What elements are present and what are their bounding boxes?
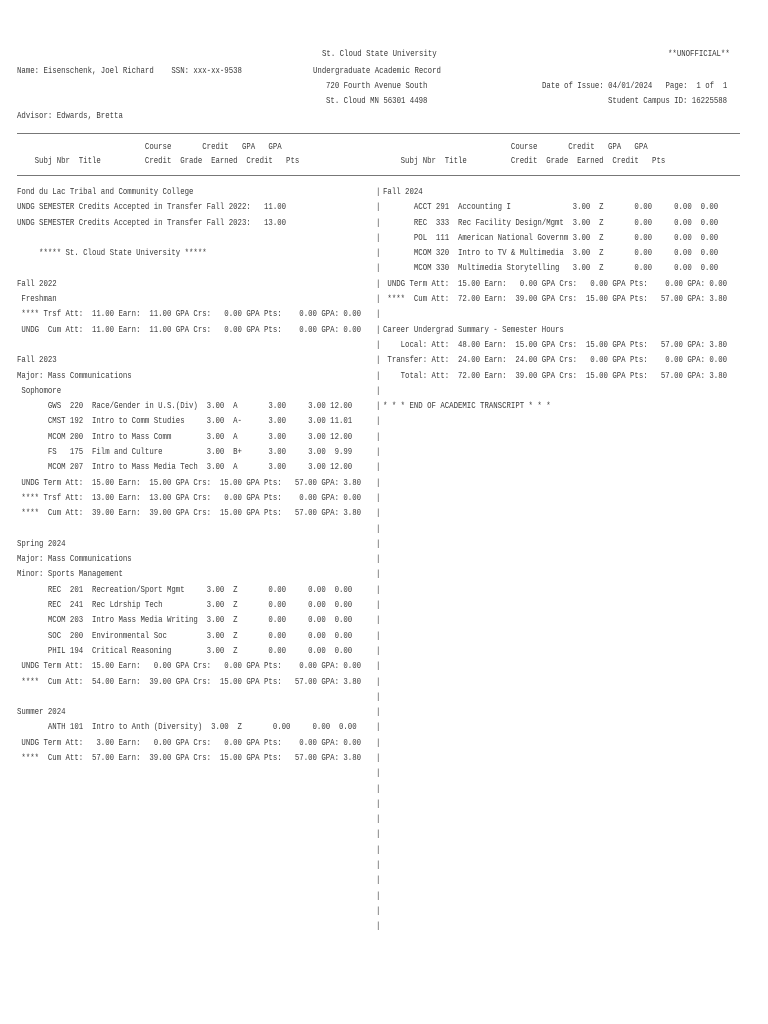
divider-segment: |	[376, 415, 381, 427]
advisor: Advisor: Edwards, Bretta	[17, 110, 123, 121]
divider-segment: |	[376, 491, 381, 503]
transcript-line: Transfer: Att: 24.00 Earn: 24.00 GPA Crs: 0.00 GPA Pts: 0.00 GPA: 0.00	[383, 354, 728, 366]
transcript-line: Fall 2022	[17, 277, 57, 289]
transcript-line: Fall 2024	[383, 186, 423, 197]
divider-segment: |	[376, 568, 381, 580]
divider-segment: |	[376, 384, 381, 396]
divider-segment: |	[376, 446, 381, 458]
transcript-line: Total: Att: 72.00 Earn: 39.00 GPA Crs: 15.00 GPA Pts: 57.00 GPA: 3.80	[383, 369, 728, 381]
divider-segment: |	[376, 231, 381, 243]
divider-segment: |	[376, 553, 381, 565]
divider-segment: |	[376, 644, 381, 656]
transcript-line: UNDG Term Att: 15.00 Earn: 15.00 GPA Crs: 15.00 GPA Pts: 57.00 GPA: 3.80	[17, 476, 362, 488]
transcript-line: FS 175 Film and Culture 3.00 B+ 3.00 3.00 9.99	[17, 446, 353, 458]
transcript-line	[17, 337, 361, 352]
divider-segment: |	[376, 537, 381, 549]
divider-segment: |	[376, 247, 381, 259]
transcript-line: Local: Att: 48.00 Earn: 15.00 GPA Crs: 15.00 GPA Pts: 57.00 GPA: 3.80	[383, 338, 728, 350]
divider-segment: |	[376, 186, 381, 197]
divider-segment: |	[376, 706, 381, 718]
left-column-heading-bottom: Subj Nbr Title Credit Grade Earned Credit Pts	[17, 155, 300, 166]
transcript-line: MCOM 200 Intro to Mass Comm 3.00 A 3.00 3.00 12.00	[17, 430, 353, 442]
divider-segment: |	[376, 323, 381, 335]
transcript-line: UNDG Term Att: 3.00 Earn: 0.00 GPA Crs: 0.00 GPA Pts: 0.00 GPA: 0.00	[17, 736, 362, 748]
transcript-line: ***** St. Cloud State University *****	[17, 247, 207, 259]
transcript-line: ANTH 101 Intro to Anth (Diversity) 3.00 Z 0.00 0.00 0.00	[17, 721, 357, 733]
divider-segment: |	[376, 828, 381, 840]
transcript-line: CMST 192 Intro to Comm Studies 3.00 A- 3.00 3.00 11.01	[17, 415, 353, 427]
divider-segment: |	[376, 843, 381, 855]
divider-segment: |	[376, 308, 381, 320]
transcript-line: MCOM 330 Multimedia Storytelling 3.00 Z 0.00 0.00 0.00	[383, 262, 719, 274]
transcript-line: Sophomore	[17, 384, 62, 396]
transcript-line: Career Undergrad Summary - Semester Hours	[383, 323, 564, 335]
transcript-line: GWS 220 Race/Gender in U.S.(Div) 3.00 A 3.00 3.00 12.00	[17, 400, 353, 412]
transcript-line: MCOM 207 Intro to Mass Media Tech 3.00 A 3.00 3.00 12.00	[17, 461, 353, 473]
divider-segment: |	[376, 400, 381, 412]
transcript-line: SOC 200 Environmental Soc 3.00 Z 0.00 0.00 0.00	[17, 629, 353, 641]
transcript-line: ACCT 291 Accounting I 3.00 Z 0.00 0.00 0.00	[383, 201, 719, 213]
transcript-line	[383, 383, 727, 398]
divider-segment: |	[376, 813, 381, 825]
header-rule-top	[17, 133, 740, 134]
transcript-line: **** Cum Att: 54.00 Earn: 39.00 GPA Crs: 15.00 GPA Pts: 57.00 GPA: 3.80	[17, 675, 362, 687]
divider-segment: |	[376, 767, 381, 779]
divider-segment: |	[376, 461, 381, 473]
divider-segment: |	[376, 797, 381, 809]
divider-segment: |	[376, 859, 381, 871]
left-column-heading-top: Course Credit GPA GPA	[17, 141, 282, 152]
student-name: Name: Eisenschenk, Joel Richard SSN: xxx-xx-9538	[17, 65, 242, 76]
divider-segment: |	[376, 782, 381, 794]
divider-segment: |	[376, 751, 381, 763]
divider-segment: |	[376, 721, 381, 733]
address-line-1: 720 Fourth Avenue South	[326, 80, 428, 91]
transcript-line: **** Cum Att: 72.00 Earn: 39.00 GPA Crs: 15.00 GPA Pts: 57.00 GPA: 3.80	[383, 293, 728, 305]
divider-segment: |	[376, 736, 381, 748]
unofficial-label: **UNOFFICIAL**	[668, 48, 730, 59]
transcript-line: **** Trsf Att: 13.00 Earn: 13.00 GPA Crs: 0.00 GPA Pts: 0.00 GPA: 0.00	[17, 491, 362, 503]
transcript-line: Freshman	[17, 293, 57, 305]
transcript-line	[17, 230, 361, 245]
divider-segment: |	[376, 430, 381, 442]
transcript-line: Spring 2024	[17, 537, 66, 549]
transcript-line	[17, 521, 361, 536]
transcript-line: UNDG Cum Att: 11.00 Earn: 11.00 GPA Crs: 0.00 GPA Pts: 0.00 GPA: 0.00	[17, 323, 362, 335]
transcript-line: **** Cum Att: 57.00 Earn: 39.00 GPA Crs: 15.00 GPA Pts: 57.00 GPA: 3.80	[17, 751, 362, 763]
transcript-line: UNDG SEMESTER Credits Accepted in Transfer Fall 2023: 13.00	[17, 216, 287, 228]
transcript-line: Fall 2023	[17, 354, 57, 366]
divider-segment: |	[376, 629, 381, 641]
transcript-line	[383, 306, 727, 321]
header-rule-bottom	[17, 175, 740, 176]
transcript-line: REC 333 Rec Facility Design/Mgmt 3.00 Z 0.00 0.00 0.00	[383, 216, 719, 228]
transcript-line	[17, 260, 361, 275]
divider-segment: |	[376, 904, 381, 916]
transcript-line: REC 201 Recreation/Sport Mgmt 3.00 Z 0.00 0.00 0.00	[17, 583, 353, 595]
divider-segment: |	[376, 522, 381, 534]
transcript-line: **** Cum Att: 39.00 Earn: 39.00 GPA Crs: 15.00 GPA Pts: 57.00 GPA: 3.80	[17, 507, 362, 519]
record-title: Undergraduate Academic Record	[313, 65, 441, 76]
transcript-line: Major: Mass Communications	[17, 553, 132, 565]
transcript-line: Summer 2024	[17, 706, 66, 718]
right-column-heading-top: Course Credit GPA GPA	[383, 141, 648, 152]
divider-segment: |	[376, 262, 381, 274]
transcript-line: POL 111 American National Governm 3.00 Z 0.00 0.00 0.00	[383, 231, 719, 243]
divider-segment: |	[376, 476, 381, 488]
divider-segment: |	[376, 369, 381, 381]
transcript-line: Minor: Sports Management	[17, 568, 123, 580]
divider-segment: |	[376, 201, 381, 213]
divider-segment: |	[376, 507, 381, 519]
divider-segment: |	[376, 889, 381, 901]
address-line-2: St. Cloud MN 56301 4498	[326, 95, 428, 106]
transcript-line: REC 241 Rec Ldrship Tech 3.00 Z 0.00 0.00 0.00	[17, 599, 353, 611]
divider-segment: |	[376, 583, 381, 595]
column-divider	[376, 184, 382, 934]
divider-segment: |	[376, 216, 381, 228]
transcript-line	[17, 689, 361, 704]
divider-segment: |	[376, 338, 381, 350]
divider-segment: |	[376, 675, 381, 687]
divider-segment: |	[376, 354, 381, 366]
divider-segment: |	[376, 920, 381, 932]
divider-segment: |	[376, 614, 381, 626]
campus-id: Student Campus ID: 16225588	[608, 95, 728, 106]
right-column-heading-bottom: Subj Nbr Title Credit Grade Earned Credit Pts	[383, 155, 666, 166]
transcript-line: MCOM 203 Intro Mass Media Writing 3.00 Z 0.00 0.00 0.00	[17, 614, 353, 626]
transcript-line: Fond du Lac Tribal and Community College	[17, 186, 194, 197]
transcript-line: **** Trsf Att: 11.00 Earn: 11.00 GPA Crs: 0.00 GPA Pts: 0.00 GPA: 0.00	[17, 308, 362, 320]
transcript-line: UNDG Term Att: 15.00 Earn: 0.00 GPA Crs: 0.00 GPA Pts: 0.00 GPA: 0.00	[17, 660, 362, 672]
divider-segment: |	[376, 599, 381, 611]
divider-segment: |	[376, 293, 381, 305]
transcript-line: Major: Mass Communications	[17, 369, 132, 381]
university-name: St. Cloud State University	[322, 48, 437, 59]
transcript-line: UNDG Term Att: 15.00 Earn: 0.00 GPA Crs: 0.00 GPA Pts: 0.00 GPA: 0.00	[383, 277, 728, 289]
divider-segment: |	[376, 874, 381, 886]
divider-segment: |	[376, 277, 381, 289]
transcript-line: MCOM 320 Intro to TV & Multimedia 3.00 Z 0.00 0.00 0.00	[383, 247, 719, 259]
right-transcript-column	[383, 184, 768, 413]
transcript-line: PHIL 194 Critical Reasoning 3.00 Z 0.00 0.00 0.00	[17, 644, 353, 656]
divider-segment: |	[376, 690, 381, 702]
divider-segment: |	[376, 660, 381, 672]
issue-date-page: Date of Issue: 04/01/2024 Page: 1 of 1	[542, 80, 728, 91]
transcript-line: UNDG SEMESTER Credits Accepted in Transfer Fall 2022: 11.00	[17, 201, 287, 213]
transcript-line: * * * END OF ACADEMIC TRANSCRIPT * * *	[383, 400, 551, 412]
